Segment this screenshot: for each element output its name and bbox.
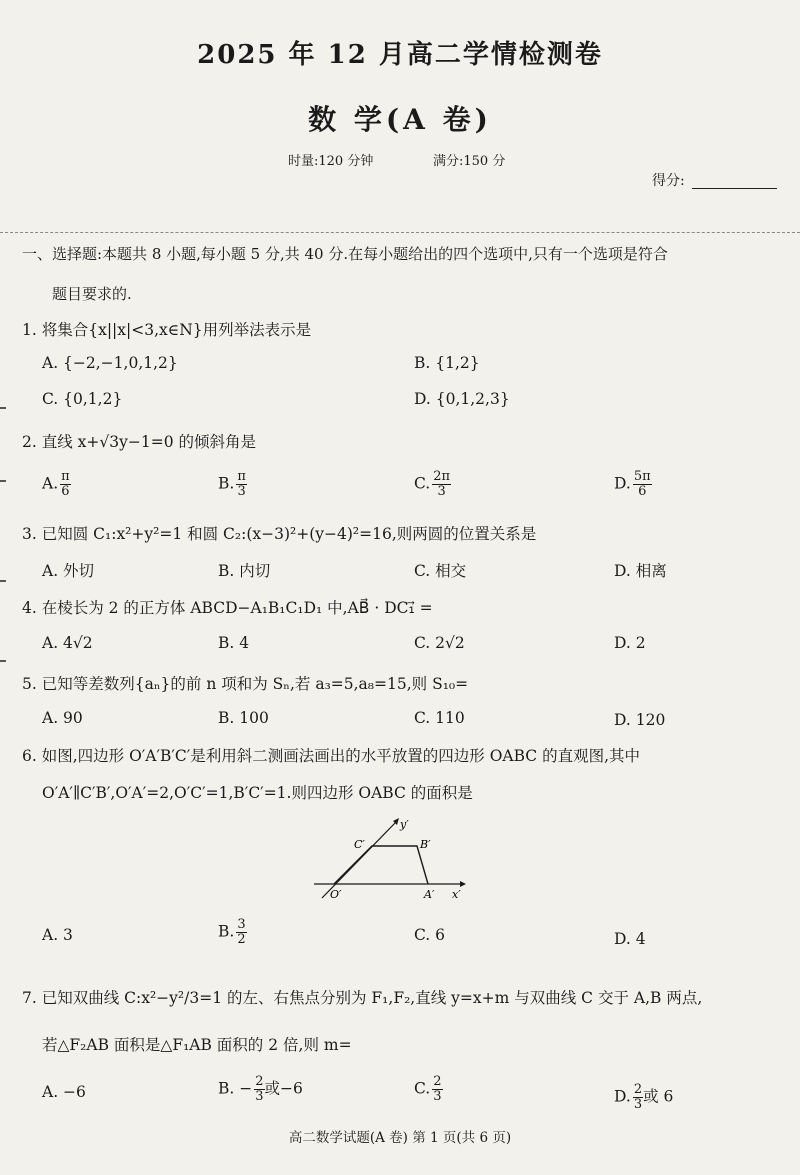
section-instructions-cont: 题目要求的.	[52, 285, 132, 303]
q1-option-d: D. {0,1,2,3}	[414, 390, 510, 408]
q5-option-c: C. 110	[414, 709, 465, 727]
label-o: O′	[330, 888, 342, 901]
q7-stem-cont: 若△F₂AB 面积是△F₁AB 面积的 2 倍,则 m=	[42, 1036, 352, 1054]
q3-option-d: D. 相离	[614, 562, 667, 580]
exam-title: 2025 年 12 月高二学情检测卷	[197, 40, 603, 70]
q6-figure	[300, 808, 480, 908]
subject-title: 数 学(A 卷)	[308, 103, 492, 136]
score-label: 得分:	[652, 173, 685, 189]
q3-stem: 3. 已知圆 C₁:x²+y²=1 和圆 C₂:(x−3)²+(y−4)²=16,则两圆的位置关系是	[22, 525, 537, 543]
label-x: x′	[452, 888, 461, 901]
q1-option-b: B. {1,2}	[414, 354, 480, 372]
q1-option-c: C. {0,1,2}	[42, 390, 123, 408]
binding-mark	[0, 660, 6, 662]
q2-stem: 2. 直线 x+√3y−1=0 的倾斜角是	[22, 433, 256, 451]
q1-option-a: A. {−2,−1,0,1,2}	[42, 354, 178, 372]
score-blank	[692, 188, 777, 189]
q2-option-b: B. $\frac{\pi}{3}$	[218, 469, 246, 499]
quadrilateral-outline	[334, 846, 428, 884]
q7-option-a: A. −6	[42, 1083, 86, 1101]
q6-option-d: D. 4	[614, 930, 646, 948]
label-c: C′	[354, 838, 365, 851]
q7-option-d: D. $\frac{2}{3}$ 或 6	[614, 1082, 674, 1112]
q7-option-b: B. − $\frac{2}{3}$ 或−6	[218, 1074, 303, 1104]
time-limit: 时量:120 分钟	[288, 154, 374, 169]
label-b: B′	[420, 838, 431, 851]
q1-stem: 1. 将集合{x||x|<3,x∈N}用列举法表示是	[22, 321, 312, 339]
q6-option-a: A. 3	[42, 926, 73, 944]
q3-option-c: C. 相交	[414, 562, 467, 580]
q6-option-c: C. 6	[414, 926, 446, 944]
q4-option-b: B. 4	[218, 634, 250, 652]
q4-option-d: D. 2	[614, 634, 646, 652]
label-a: A′	[424, 888, 435, 901]
section-divider	[0, 232, 800, 233]
q2-option-a: A. $\frac{\pi}{6}$	[42, 469, 70, 499]
q5-option-a: A. 90	[42, 709, 83, 727]
page-footer: 高二数学试题(A 卷) 第 1 页(共 6 页)	[288, 1130, 512, 1146]
label-y: y′	[400, 818, 409, 831]
q5-stem: 5. 已知等差数列{aₙ}的前 n 项和为 Sₙ,若 a₃=5,a₈=15,则 S₁₀=	[22, 675, 469, 693]
q3-option-a: A. 外切	[42, 562, 95, 580]
q6-stem-cont: O′A′∥C′B′,O′A′=2,O′C′=1,B′C′=1.则四边形 OABC 的面积是	[42, 784, 473, 802]
q7-option-c: C. $\frac{2}{3}$	[414, 1074, 442, 1104]
y-axis	[322, 822, 396, 898]
q7-stem: 7. 已知双曲线 C:x²−y²/3=1 的左、右焦点分别为 F₁,F₂,直线 y=x+m 与双曲线 C 交于 A,B 两点,	[22, 989, 703, 1007]
q4-option-c: C. 2√2	[414, 634, 465, 652]
q6-option-b: B. $\frac{3}{2}$	[218, 917, 246, 947]
section-instructions: 一、选择题:本题共 8 小题,每小题 5 分,共 40 分.在每小题给出的四个选项中,只有一个选项是符合	[22, 245, 668, 263]
q6-stem: 6. 如图,四边形 O′A′B′C′是利用斜二测画法画出的水平放置的四边形 OABC 的直观图,其中	[22, 747, 641, 765]
q3-option-b: B. 内切	[218, 562, 271, 580]
q2-option-c: C. $\frac{2\pi}{3}$	[414, 469, 451, 499]
binding-mark	[0, 580, 6, 582]
binding-mark	[0, 407, 6, 409]
binding-mark	[0, 480, 6, 482]
q2-option-d: D. $\frac{5\pi}{6}$	[614, 469, 651, 499]
x-axis-arrow	[460, 881, 466, 887]
q5-option-b: B. 100	[218, 709, 269, 727]
q5-option-d: D. 120	[614, 711, 666, 729]
full-score: 满分:150 分	[433, 154, 506, 169]
q4-option-a: A. 4√2	[42, 634, 93, 652]
q4-stem: 4. 在棱长为 2 的正方体 ABCD−A₁B₁C₁D₁ 中,AB⃗ · DC₁⃗ =	[22, 599, 433, 617]
